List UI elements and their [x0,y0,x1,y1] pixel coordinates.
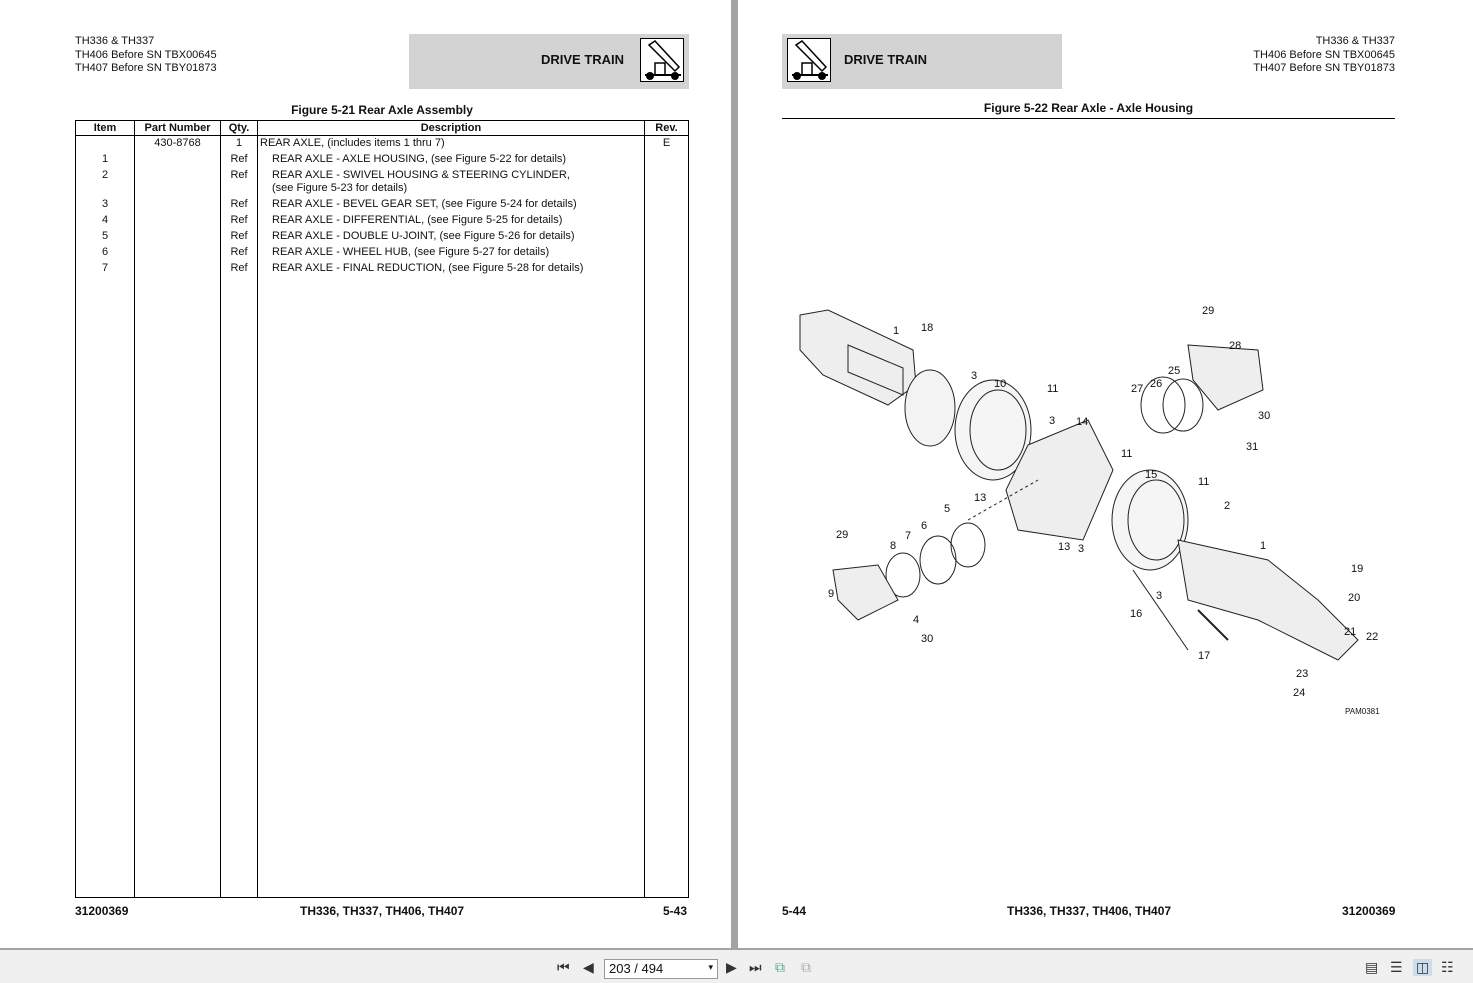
callout-number: 2 [1224,500,1231,512]
table-row [76,197,689,213]
description-text: REAR AXLE - SWIVEL HOUSING & STEERING CYLINDER, [272,169,570,181]
rev-cell [645,152,689,168]
callout-number: 11 [1198,476,1210,488]
description-cell [258,245,645,261]
description-text: REAR AXLE - BEVEL GEAR SET, (see Figure 5-24 for details) [272,198,577,210]
header-line: TH336 & TH337 [75,35,155,47]
callout-number: 28 [1229,340,1242,352]
previous-view-icon[interactable]: ⧉ [775,959,785,975]
qty-cell: 1 [221,136,258,153]
footer-doc-number: 31200369 [1342,904,1396,918]
callout-number: 9 [828,588,835,600]
description-text: REAR AXLE - WHEEL HUB, (see Figure 5-27 for details) [272,246,550,258]
callout-number: 13 [1058,541,1071,553]
qty-cell: Ref [221,261,258,277]
callout-number: 13 [974,492,987,504]
item-cell: 6 [76,245,135,261]
column-header: Part Number [135,121,221,136]
telehandler-icon [640,38,684,82]
callout-number: 29 [1202,305,1215,317]
exploded-axle-diagram [738,0,1473,948]
rev-cell [645,245,689,261]
footer-doc-number: 31200369 [75,904,129,918]
column-header: Qty. [221,121,258,136]
callout-number: 17 [1198,650,1211,662]
footer-models: TH336, TH337, TH406, TH407 [1007,904,1172,918]
description-text: REAR AXLE - DIFFERENTIAL, (see Figure 5-25 for details) [272,214,563,226]
header-line: TH406 Before SN TBX00645 [1253,48,1395,61]
footer-models: TH336, TH337, TH406, TH407 [300,904,465,918]
rev-cell: E [645,136,689,153]
part-number-cell [135,245,221,261]
item-cell: 1 [76,152,135,168]
description-text: REAR AXLE - AXLE HOUSING, (see Figure 5-22 for details) [272,153,567,165]
qty-cell: Ref [221,152,258,168]
qty-cell: Ref [221,168,258,197]
part-number-cell [135,229,221,245]
callout-number: 6 [921,520,928,532]
column-header: Description [258,121,645,136]
description-text: REAR AXLE, (includes items 1 thru 7) [260,137,445,149]
figure-title: Figure 5-22 Rear Axle - Axle Housing [782,101,1395,119]
qty-cell: Ref [221,245,258,261]
rev-cell [645,168,689,197]
item-cell: 5 [76,229,135,245]
description-cell [258,261,645,277]
model-header [75,35,217,76]
description-cell [258,197,645,213]
header-line: TH407 Before SN TBY01873 [75,62,217,74]
previous-page-button[interactable]: ◀ [583,959,594,975]
item-cell: 2 [76,168,135,197]
callout-number: 3 [1049,415,1056,427]
callout-number: 16 [1130,608,1143,620]
section-title: DRIVE TRAIN [541,52,625,67]
rev-cell [645,213,689,229]
section-title: DRIVE TRAIN [844,52,928,67]
drawing-id: PAM0381 [1345,707,1380,716]
description-text: REAR AXLE - DOUBLE U-JOINT, (see Figure 5-26 for details) [272,230,575,242]
callout-number: 8 [890,540,897,552]
first-page-button[interactable]: ⏮ [557,959,570,975]
part-number-cell [135,213,221,229]
single-page-view-icon[interactable]: ▤ [1365,959,1379,975]
callout-number: 20 [1348,592,1361,604]
table-row [76,213,689,229]
item-cell: 4 [76,213,135,229]
table-filler [76,277,689,897]
callout-number: 3 [971,370,978,382]
callout-number: 11 [1047,383,1059,395]
callout-number: 29 [836,529,849,541]
part-number-cell [135,168,221,197]
header-line: TH336 & TH337 [1315,35,1395,47]
description-cell [258,152,645,168]
rev-cell [645,229,689,245]
part-number-cell [135,152,221,168]
pdf-toolbar [0,950,1473,983]
item-cell: 7 [76,261,135,277]
rev-cell [645,261,689,277]
table-row [76,136,689,153]
callout-number: 30 [1258,410,1271,422]
left-page [0,0,731,948]
two-page-view-icon[interactable]: ◫ [1413,959,1432,976]
page-number-value: 203 / 494 [609,961,664,976]
footer-page-number: 5-44 [782,904,807,918]
column-header: Rev. [645,121,689,136]
description-cell [258,213,645,229]
callout-number: 30 [921,633,934,645]
callout-number: 10 [994,378,1007,390]
next-page-button[interactable]: ▶ [726,959,737,975]
callout-number: 1 [893,325,900,337]
qty-cell: Ref [221,213,258,229]
part-number-cell [135,197,221,213]
continuous-view-icon[interactable]: ☰ [1390,959,1403,975]
part-number-cell [135,261,221,277]
callout-number: 1 [1260,540,1267,552]
callout-number: 21 [1344,626,1357,638]
callout-number: 14 [1076,416,1089,428]
callout-number: 4 [913,614,920,626]
description-text: (see Figure 5-23 for details) [272,182,408,194]
callout-number: 3 [1156,590,1163,602]
description-cell [258,136,645,153]
callout-number: 23 [1296,668,1309,680]
qty-cell: Ref [221,197,258,213]
last-page-button[interactable]: ⏭ [749,959,762,975]
table-row [76,229,689,245]
callout-number: 11 [1121,448,1133,460]
right-page [738,0,1473,948]
callout-number: 26 [1150,378,1163,390]
qty-cell: Ref [221,229,258,245]
table-row [76,168,689,197]
table-row [76,245,689,261]
description-cell [258,168,645,197]
callout-number: 22 [1366,631,1379,643]
page-number-input[interactable] [604,959,718,979]
callout-number: 19 [1351,563,1364,575]
callout-number: 18 [921,322,934,334]
callout-number: 27 [1131,383,1144,395]
table-row [76,152,689,168]
callout-number: 5 [944,503,951,515]
item-cell: 3 [76,197,135,213]
rev-cell [645,197,689,213]
chevron-down-icon[interactable]: ▾ [708,962,713,972]
figure-title: Figure 5-21 Rear Axle Assembly [291,103,473,117]
footer-page-number: 5-43 [663,904,688,918]
callout-number: 31 [1246,441,1259,453]
parts-table [75,120,689,898]
callout-number: 24 [1293,687,1306,699]
table-row [76,261,689,277]
item-cell [76,136,135,153]
next-view-icon[interactable]: ⧉ [801,959,811,975]
two-page-continuous-view-icon[interactable]: ☷ [1441,959,1454,975]
section-band [409,34,689,89]
column-header: Item [76,121,135,136]
header-line: TH407 Before SN TBY01873 [1253,62,1395,74]
part-number-cell: 430-8768 [135,136,221,153]
callout-number: 25 [1168,365,1181,377]
description-cell [258,229,645,245]
header-line: TH406 Before SN TBX00645 [75,48,217,61]
callout-number: 15 [1145,469,1158,481]
callout-number: 3 [1078,543,1085,555]
callout-number: 7 [905,530,912,542]
description-text: REAR AXLE - FINAL REDUCTION, (see Figure 5-28 for details) [272,262,584,274]
